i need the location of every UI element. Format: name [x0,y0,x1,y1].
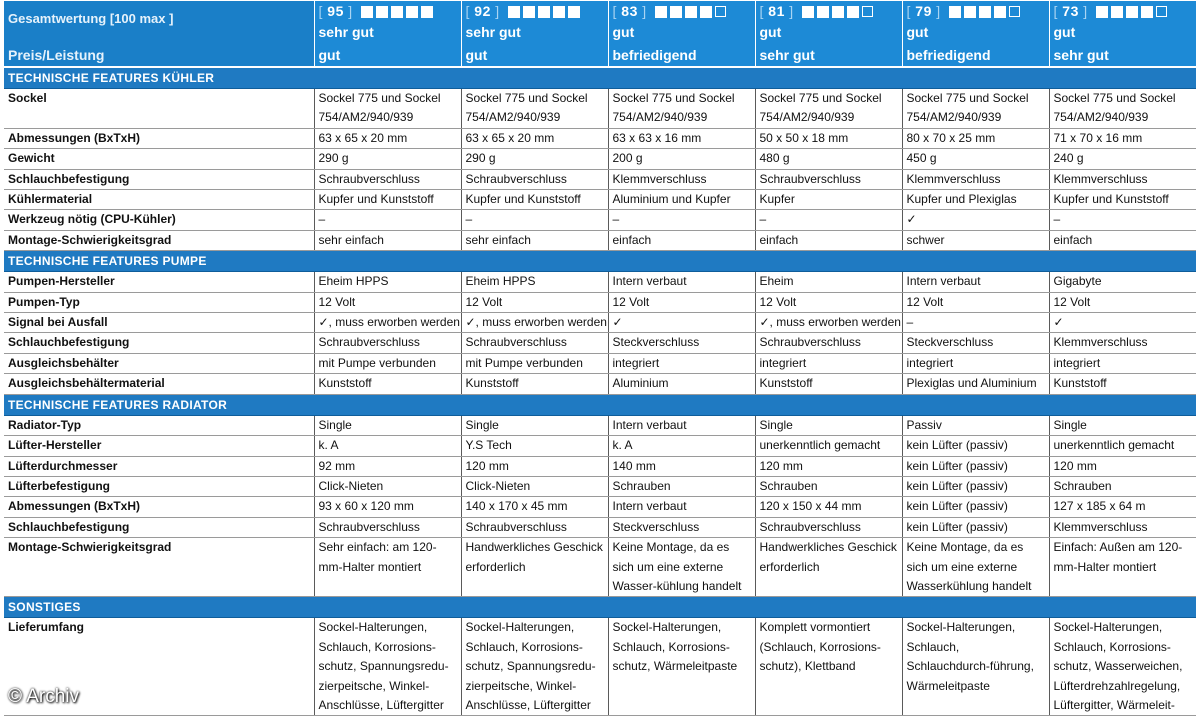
table-cell: Y.S Tech [461,436,608,456]
table-cell: Kupfer und Kunststoff [1049,190,1196,210]
table-cell: unerkenntlich gemacht [755,436,902,456]
filled-square-icon [1141,6,1153,18]
section-header [4,394,1196,415]
table-row [4,456,1196,476]
table-cell: – [314,210,461,230]
rating-squares [1096,6,1167,18]
score-line [613,1,751,22]
score-line [1054,1,1193,22]
section-header [4,597,1196,618]
price-verdict: befriedigend [608,44,755,67]
table-cell: kein Lüfter (passiv) [902,517,1049,537]
table-cell: Handwerkliches Geschick erforderlich [461,538,608,597]
table-cell: einfach [1049,230,1196,250]
table-cell: Einfach: Außen am 120-mm-Halter montiert [1049,538,1196,597]
filled-square-icon [949,6,961,18]
filled-square-icon [538,6,550,18]
table-cell: 12 Volt [314,292,461,312]
table-cell: kein Lüfter (passiv) [902,436,1049,456]
filled-square-icon [670,6,682,18]
table-cell: ✓ [902,210,1049,230]
table-cell: Schraubverschluss [314,333,461,353]
row-label: Sockel [4,89,314,129]
table-cell: Eheim HPPS [314,272,461,292]
section-title: SONSTIGES [4,597,1196,618]
row-label: Abmessungen (BxTxH) [4,128,314,148]
empty-square-icon [1156,6,1167,17]
table-cell: Schraubverschluss [461,517,608,537]
table-cell: Klemmverschluss [1049,333,1196,353]
table-cell: Komplett vormontiert (Schlauch, Korrosions-schutz), Klettband [755,618,902,716]
table-cell: ✓, muss erworben werden [314,313,461,333]
table-cell: 93 x 60 x 120 mm [314,497,461,517]
section-header [4,251,1196,272]
table-cell: Plexiglas und Aluminium [902,374,1049,394]
filled-square-icon [1096,6,1108,18]
table-cell: 127 x 185 x 64 m [1049,497,1196,517]
table-cell: Sockel 775 und Sockel 754/AM2/940/939 [608,89,755,129]
table-cell: Kupfer und Plexiglas [902,190,1049,210]
table-cell: Sockel-Halterungen, Schlauch, Korrosions-schutz, Wärmeleitpaste [608,618,755,716]
table-cell: Kunststoff [755,374,902,394]
table-cell: kein Lüfter (passiv) [902,456,1049,476]
table-cell: 290 g [314,149,461,169]
verdict: gut [1053,24,1076,40]
verdict: sehr gut [318,24,374,40]
table-cell: 120 mm [1049,456,1196,476]
table-cell: 140 mm [608,456,755,476]
table-cell: 200 g [608,149,755,169]
score-line [319,1,457,22]
table-row [4,436,1196,456]
table-row [4,415,1196,435]
price-label: Preis/Leistung [4,44,314,67]
price-verdict: befriedigend [902,44,1049,67]
table-cell: ✓ [608,313,755,333]
row-label: Abmessungen (BxTxH) [4,497,314,517]
table-cell: Schraubverschluss [461,333,608,353]
table-cell: – [1049,210,1196,230]
rating-squares [949,6,1020,18]
row-label: Lüfterbefestigung [4,476,314,496]
table-cell: integriert [608,353,755,373]
row-label: Montage-Schwierigkeitsgrad [4,230,314,250]
product-rating-cell [314,1,461,45]
product-rating-cell [608,1,755,45]
table-cell: Klemmverschluss [1049,517,1196,537]
table-cell: Klemmverschluss [608,169,755,189]
score-value: [ 83 ] [612,2,647,19]
table-row [4,476,1196,496]
row-label: Werkzeug nötig (CPU-Kühler) [4,210,314,230]
filled-square-icon [964,6,976,18]
table-cell: Click-Nieten [314,476,461,496]
table-row [4,517,1196,537]
table-cell: Kunststoff [1049,374,1196,394]
empty-square-icon [862,6,873,17]
price-verdict: sehr gut [1049,44,1196,67]
table-cell: Schraubverschluss [461,169,608,189]
table-cell: 120 mm [755,456,902,476]
filled-square-icon [655,6,667,18]
watermark: © Archiv [8,686,80,707]
row-label: Schlauchbefestigung [4,333,314,353]
table-row [4,128,1196,148]
table-cell: mit Pumpe verbunden [314,353,461,373]
table-cell: ✓ [1049,313,1196,333]
score-number: 92 [474,2,491,19]
table-cell: 12 Volt [755,292,902,312]
rating-row [4,1,1196,45]
filled-square-icon [523,6,535,18]
table-cell: 120 x 150 x 44 mm [755,497,902,517]
table-cell: Sehr einfach: am 120-mm-Halter montiert [314,538,461,597]
filled-square-icon [847,6,859,18]
table-cell: Schrauben [608,476,755,496]
table-cell: einfach [755,230,902,250]
score-number: 83 [621,2,638,19]
rating-label: Gesamtwertung [100 max ] [4,1,314,45]
comparison-table [4,0,1196,716]
section-header [4,67,1196,89]
row-label: Ausgleichsbehälter [4,353,314,373]
product-rating-cell [461,1,608,45]
table-cell: unerkenntlich gemacht [1049,436,1196,456]
table-cell: 12 Volt [902,292,1049,312]
table-cell: Kupfer und Kunststoff [314,190,461,210]
rating-squares [802,6,873,18]
table-cell: Eheim [755,272,902,292]
table-cell: 480 g [755,149,902,169]
table-cell: sehr einfach [314,230,461,250]
table-cell: kein Lüfter (passiv) [902,476,1049,496]
table-cell: Single [1049,415,1196,435]
rating-squares [508,6,580,18]
empty-square-icon [715,6,726,17]
table-cell: Sockel-Halterungen, Schlauch, Schlauchdurch-führung, Wärmeleitpaste [902,618,1049,716]
table-cell: 92 mm [314,456,461,476]
filled-square-icon [376,6,388,18]
filled-square-icon [421,6,433,18]
filled-square-icon [994,6,1006,18]
table-row [4,313,1196,333]
table-cell: Gigabyte [1049,272,1196,292]
table-cell: 63 x 65 x 20 mm [461,128,608,148]
table-cell: k. A [314,436,461,456]
row-label: Schlauchbefestigung [4,517,314,537]
table-cell: sehr einfach [461,230,608,250]
verdict: gut [612,24,635,40]
table-cell: Intern verbaut [608,415,755,435]
table-cell: Klemmverschluss [902,169,1049,189]
empty-square-icon [1009,6,1020,17]
price-row [4,44,1196,67]
table-cell: 140 x 170 x 45 mm [461,497,608,517]
score-value: [ 73 ] [1053,2,1088,19]
table-row [4,374,1196,394]
score-line [907,1,1045,22]
score-line [760,1,898,22]
table-cell: 450 g [902,149,1049,169]
row-label: Kühlermaterial [4,190,314,210]
table-cell: Aluminium [608,374,755,394]
table-row [4,149,1196,169]
verdict: sehr gut [465,24,521,40]
table-cell: kein Lüfter (passiv) [902,497,1049,517]
table-cell: Click-Nieten [461,476,608,496]
filled-square-icon [979,6,991,18]
table-row [4,89,1196,129]
score-value: [ 79 ] [906,2,941,19]
row-label: Pumpen-Hersteller [4,272,314,292]
row-label: Lüfter-Hersteller [4,436,314,456]
filled-square-icon [1111,6,1123,18]
table-cell: 63 x 63 x 16 mm [608,128,755,148]
table-cell: Sockel 775 und Sockel 754/AM2/940/939 [314,89,461,129]
table-cell: – [902,313,1049,333]
table-cell: 290 g [461,149,608,169]
table-row [4,169,1196,189]
row-label: Schlauchbefestigung [4,169,314,189]
table-row [4,618,1196,716]
table-cell: k. A [608,436,755,456]
verdict: gut [906,24,929,40]
row-label: Lüfterdurchmesser [4,456,314,476]
table-cell: Single [461,415,608,435]
table-cell: integriert [755,353,902,373]
row-label: Montage-Schwierigkeitsgrad [4,538,314,597]
table-cell: Schraubverschluss [755,169,902,189]
table-cell: Sockel-Halterungen, Schlauch, Korrosions-schutz, Spannungsredu-zierpeitsche, Winkel-Anschlüsse, Lüftergitter [461,618,608,716]
table-row [4,353,1196,373]
row-label: Signal bei Ausfall [4,313,314,333]
filled-square-icon [508,6,520,18]
price-verdict: gut [461,44,608,67]
table-cell: Intern verbaut [608,497,755,517]
table-cell: Handwerkliches Geschick erforderlich [755,538,902,597]
filled-square-icon [406,6,418,18]
verdict: gut [759,24,782,40]
table-cell: Schrauben [1049,476,1196,496]
filled-square-icon [361,6,373,18]
score-line [466,1,604,22]
table-cell: ✓, muss erworben werden [755,313,902,333]
filled-square-icon [391,6,403,18]
table-cell: – [461,210,608,230]
filled-square-icon [553,6,565,18]
rating-squares [655,6,726,18]
price-verdict: sehr gut [755,44,902,67]
product-rating-cell [1049,1,1196,45]
table-row [4,333,1196,353]
table-cell: Sockel 775 und Sockel 754/AM2/940/939 [902,89,1049,129]
table-cell: Intern verbaut [902,272,1049,292]
table-cell: 63 x 65 x 20 mm [314,128,461,148]
table-cell: Schraubverschluss [314,517,461,537]
table-cell: Single [314,415,461,435]
product-rating-cell [755,1,902,45]
score-number: 73 [1062,2,1079,19]
table-cell: Steckverschluss [902,333,1049,353]
table-cell: Steckverschluss [608,333,755,353]
table-cell: 50 x 50 x 18 mm [755,128,902,148]
table-cell: Schraubverschluss [755,517,902,537]
filled-square-icon [802,6,814,18]
filled-square-icon [1126,6,1138,18]
table-cell: ✓, muss erworben werden [461,313,608,333]
table-cell: – [608,210,755,230]
table-cell: Sockel-Halterungen, Schlauch, Korrosions-schutz, Wasserweichen, Lüfterdrehzahlregelung, Lüftergitter, Wärmeleit- [1049,618,1196,716]
table-cell: – [755,210,902,230]
table-cell: Klemmverschluss [1049,169,1196,189]
table-cell: 240 g [1049,149,1196,169]
table-cell: integriert [902,353,1049,373]
table-cell: integriert [1049,353,1196,373]
product-rating-cell [902,1,1049,45]
table-cell: mit Pumpe verbunden [461,353,608,373]
score-value: [ 92 ] [465,2,500,19]
filled-square-icon [700,6,712,18]
table-row [4,272,1196,292]
filled-square-icon [568,6,580,18]
table-cell: Eheim HPPS [461,272,608,292]
section-title: TECHNISCHE FEATURES PUMPE [4,251,1196,272]
table-cell: einfach [608,230,755,250]
table-cell: 12 Volt [1049,292,1196,312]
rating-squares [361,6,433,18]
table-row [4,538,1196,597]
table-cell: schwer [902,230,1049,250]
table-row [4,190,1196,210]
table-cell: Sockel-Halterungen, Schlauch, Korrosions-schutz, Spannungsredu-zierpeitsche, Winkel-Anschlüsse, Lüftergitter [314,618,461,716]
table-cell: 120 mm [461,456,608,476]
row-label: Radiator-Typ [4,415,314,435]
table-cell: Keine Montage, da es sich um eine externe Wasser-kühlung handelt [608,538,755,597]
score-value: [ 81 ] [759,2,794,19]
row-label: Lieferumfang [4,618,314,716]
table-cell: Schraubverschluss [314,169,461,189]
table-row [4,497,1196,517]
score-number: 79 [915,2,932,19]
section-title: TECHNISCHE FEATURES RADIATOR [4,394,1196,415]
table-cell: Passiv [902,415,1049,435]
table-cell: Kupfer und Kunststoff [461,190,608,210]
table-cell: Sockel 775 und Sockel 754/AM2/940/939 [755,89,902,129]
table-row [4,230,1196,250]
row-label: Ausgleichsbehältermaterial [4,374,314,394]
filled-square-icon [685,6,697,18]
row-label: Pumpen-Typ [4,292,314,312]
table-cell: Steckverschluss [608,517,755,537]
table-cell: Sockel 775 und Sockel 754/AM2/940/939 [1049,89,1196,129]
comparison-table-body [4,0,1196,716]
row-label: Gewicht [4,149,314,169]
table-cell: Kunststoff [461,374,608,394]
table-cell: Keine Montage, da es sich um eine externe Wasserkühlung handelt [902,538,1049,597]
table-cell: 12 Volt [461,292,608,312]
table-cell: 71 x 70 x 16 mm [1049,128,1196,148]
filled-square-icon [832,6,844,18]
table-cell: Single [755,415,902,435]
score-number: 81 [768,2,785,19]
table-row [4,292,1196,312]
section-title: TECHNISCHE FEATURES KÜHLER [4,67,1196,89]
table-cell: Kupfer [755,190,902,210]
table-cell: Intern verbaut [608,272,755,292]
filled-square-icon [817,6,829,18]
score-value: [ 95 ] [318,2,353,19]
price-verdict: gut [314,44,461,67]
table-row [4,210,1196,230]
table-cell: 12 Volt [608,292,755,312]
table-cell: Kunststoff [314,374,461,394]
table-cell: Schrauben [755,476,902,496]
table-cell: Sockel 775 und Sockel 754/AM2/940/939 [461,89,608,129]
score-number: 95 [327,2,344,19]
table-cell: 80 x 70 x 25 mm [902,128,1049,148]
table-cell: Aluminium und Kupfer [608,190,755,210]
table-cell: Schraubverschluss [755,333,902,353]
